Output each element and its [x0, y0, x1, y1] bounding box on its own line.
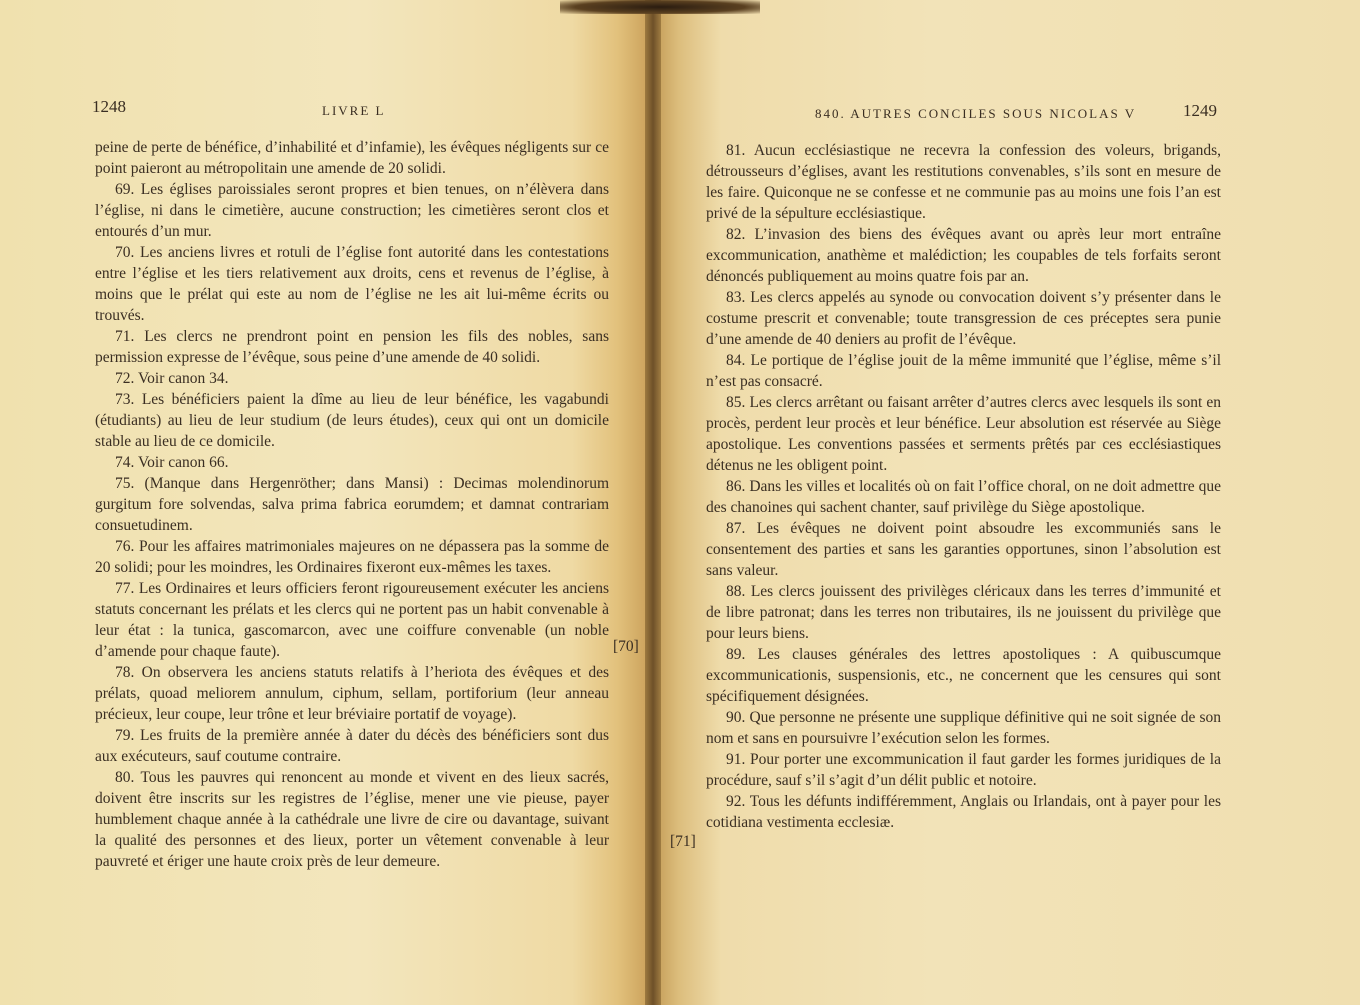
canon-74: 74. Voir canon 66. — [115, 454, 229, 471]
right-page-number: 1249 — [1183, 101, 1217, 120]
canon-73: 73. Les bénéficiers paient la dîme au lieu de leur bénéfice, les vagabundi (étudiants) au lieu de leur studium (de leurs études), ceux qui ont un domicile stable au lieu de ce domicile. — [95, 391, 609, 450]
paragraph-continuation: peine de perte de bénéfice, d’inhabilité et d’infamie), les évêques négligents sur ce point paieront au métropolitain une amende de 20 solidi. — [95, 139, 609, 177]
left-running-head: LIVRE L — [322, 103, 386, 118]
canon-91: 91. Pour porter une excommunication il faut garder les formes juridiques de la procédure, sauf s’il s’agit d’un délit public et notoire. — [706, 751, 1221, 789]
canon-71: 71. Les clercs ne prendront point en pension les fils des nobles, sans permission expresse de l’évêque, sous peine d’une amende de 40 solidi. — [95, 328, 609, 366]
binding-shadow — [560, 0, 760, 14]
canon-81: 81. Aucun ecclésiastique ne recevra la confession des voleurs, brigands, détrousseurs d’églises, avant les restitutions convenables, s’ils sont en mesure de les faire. Quiconque ne se confesse et ne communie pas au moins une fois l’an est privé de la sépulture ecclésiastique. — [706, 142, 1221, 222]
left-page-number: 1248 — [92, 97, 126, 116]
left-text-column — [95, 137, 609, 872]
canon-85: 85. Les clercs arrêtant ou faisant arrêter d’autres clercs avec lesquels ils sont en procès, perdent leur procès et leur bénéfice. Leur absolution est réservée au Siège apostolique. Les conventions passées et serments prêtés par ces ecclésiastiques détenus ne les obligent point. — [706, 394, 1221, 474]
canon-80: 80. Tous les pauvres qui renoncent au monde et vivent en des lieux sacrés, doivent être inscrits sur les registres de l’église, mener une vie pieuse, payer humblement chaque année à la cathédrale une livre de cire ou davantage, suivant la qualité des personnes et des lieux, porter un vêtement convenable à leur pauvreté et ériger une haute croix près de leur demeure. — [95, 769, 609, 870]
book-gutter — [645, 0, 661, 1005]
canon-82: 82. L’invasion des biens des évêques avant ou après leur mort entraîne excommunication, anathème et malédiction; les coupables de tels forfaits seront dénoncés publiquement au moins quatre fois par an. — [706, 226, 1221, 285]
canon-92: 92. Tous les défunts indifféremment, Anglais ou Irlandais, ont à payer pour les cotidiana vestimenta ecclesiæ. — [706, 793, 1221, 831]
canon-79: 79. Les fruits de la première année à dater du décès des bénéficiers sont dus aux exécuteurs, sauf coutume contraire. — [95, 727, 609, 765]
canon-75: 75. (Manque dans Hergenröther; dans Mansi) : Decimas molendinorum gurgitum fore solvendas, salva prima fabrica eorumdem; et damnat contrariam consuetudinem. — [95, 475, 609, 534]
canon-78: 78. On observera les anciens statuts relatifs à l’heriota des évêques et des prélats, quoad meliorem annulum, ciphum, sellam, portiforium (leur anneau précieux, leur coupe, leur trône et leur bréviaire portatif de voyage). — [95, 664, 609, 723]
canon-70: 70. Les anciens livres et rotuli de l’église font autorité dans les contestations entre l’église et les tiers relativement aux droits, cens et revenus de l’église, à moins que le prélat qui este au nom de l’église ne les ait lui-même écrits ou trouvés. — [95, 244, 609, 324]
left-margin-note: [70] — [613, 638, 639, 655]
right-text-column — [706, 140, 1221, 833]
canon-76: 76. Pour les affaires matrimoniales majeures on ne dépassera pas la somme de 20 solidi; pour les moindres, les Ordinaires fixeront eux-mêmes les taxes. — [95, 538, 609, 576]
canon-69: 69. Les églises paroissiales seront propres et bien tenues, on n’élèvera dans l’église, ni dans le cimetière, aucune construction; les cimetières seront clos et entourés d’un mur. — [95, 181, 609, 240]
canon-89: 89. Les clauses générales des lettres apostoliques : A quibuscumque excommunicationis, suspensionis, etc., ne concernent que les censures qui sont spécifiquement désignées. — [706, 646, 1221, 705]
right-running-head: 840. AUTRES CONCILES SOUS NICOLAS V — [815, 106, 1137, 121]
canon-88: 88. Les clercs jouissent des privilèges cléricaux dans les terres d’immunité et de libre patronat; dans les terres non tributaires, ils ne jouissent du privilège que pour leurs biens. — [706, 583, 1221, 642]
canon-86: 86. Dans les villes et localités où on fait l’office choral, on ne doit admettre que des chanoines qui sachent chanter, sauf privilège du Siège apostolique. — [706, 478, 1221, 516]
right-margin-note: [71] — [670, 833, 696, 850]
canon-77: 77. Les Ordinaires et leurs officiers feront rigoureusement exécuter les anciens statuts concernant les prélats et les clercs qui ne portent pas un habit convenable à leur état : la tunica, gascomarcon, avec une coiffure convenable (un noble d’amende pour chaque faute). — [95, 580, 609, 660]
canon-83: 83. Les clercs appelés au synode ou convocation doivent s’y présenter dans le costume prescrit et convenable; toute transgression de ces préceptes sera punie d’une amende de 40 deniers au profit de l’évêque. — [706, 289, 1221, 348]
canon-90: 90. Que personne ne présente une supplique définitive qui ne soit signée de son nom et sans en poursuivre l’exécution selon les formes. — [706, 709, 1221, 747]
canon-72: 72. Voir canon 34. — [115, 370, 229, 387]
canon-84: 84. Le portique de l’église jouit de la même immunité que l’église, même s’il n’est pas consacré. — [706, 352, 1221, 390]
canon-87: 87. Les évêques ne doivent point absoudre les excommuniés sans le consentement des parties et sans les garanties opportunes, sinon l’absolution est sans valeur. — [706, 520, 1221, 579]
